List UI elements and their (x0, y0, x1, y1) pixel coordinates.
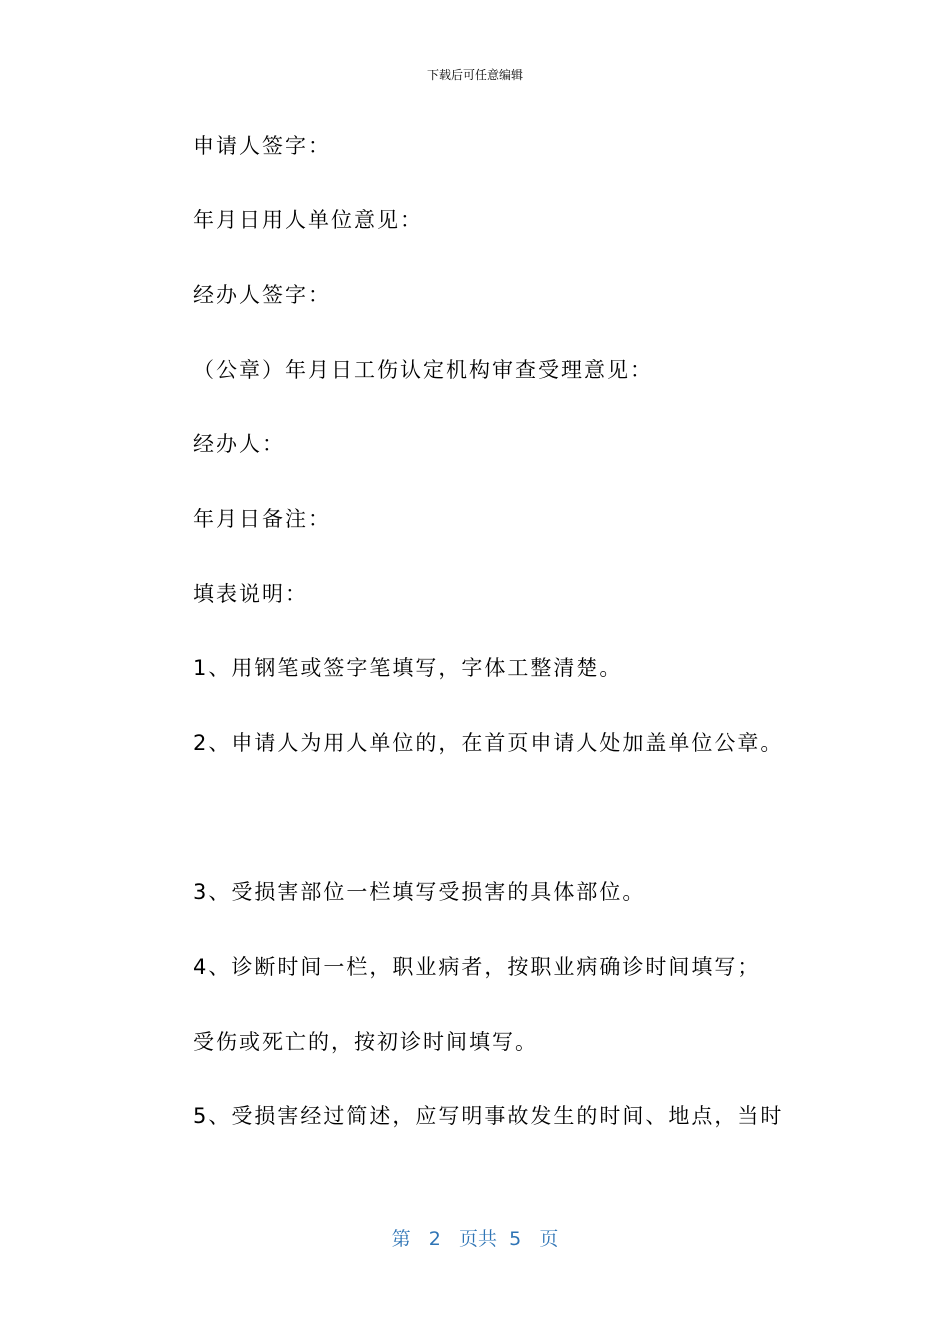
footer-middle: 页共 (459, 1228, 498, 1250)
line-handler: 经办人： (193, 432, 285, 456)
line-instructions-heading: 填表说明： (193, 582, 308, 606)
footer-current-page: 2 (428, 1228, 441, 1250)
line-instruction-4: 4、诊断时间一栏，职业病者，按职业病确诊时间填写； (193, 955, 761, 979)
line-instruction-4-continued: 受伤或死亡的，按初诊时间填写。 (193, 1030, 538, 1054)
line-instruction-3: 3、受损害部位一栏填写受损害的具体部位。 (193, 880, 646, 904)
line-seal-review-opinion: （公章）年月日工伤认定机构审查受理意见： (193, 358, 653, 382)
line-handler-signature: 经办人签字： (193, 283, 331, 307)
line-applicant-signature: 申请人签字： (193, 134, 331, 158)
footer-prefix: 第 (391, 1228, 411, 1250)
line-instruction-1: 1、用钢笔或签字笔填写，字体工整清楚。 (193, 656, 623, 680)
footer-total-pages: 5 (509, 1228, 522, 1250)
line-remarks: 年月日备注： (193, 507, 331, 531)
page-footer (0, 1226, 950, 1252)
line-employer-opinion: 年月日用人单位意见： (193, 208, 423, 232)
line-instruction-5: 5、受损害经过简述，应写明事故发生的时间、地点，当时 (193, 1104, 784, 1128)
page-header: 下载后可任意编辑 (426, 68, 523, 82)
line-instruction-2: 2、申请人为用人单位的，在首页申请人处加盖单位公章。 (193, 731, 784, 755)
footer-suffix: 页 (539, 1228, 559, 1250)
